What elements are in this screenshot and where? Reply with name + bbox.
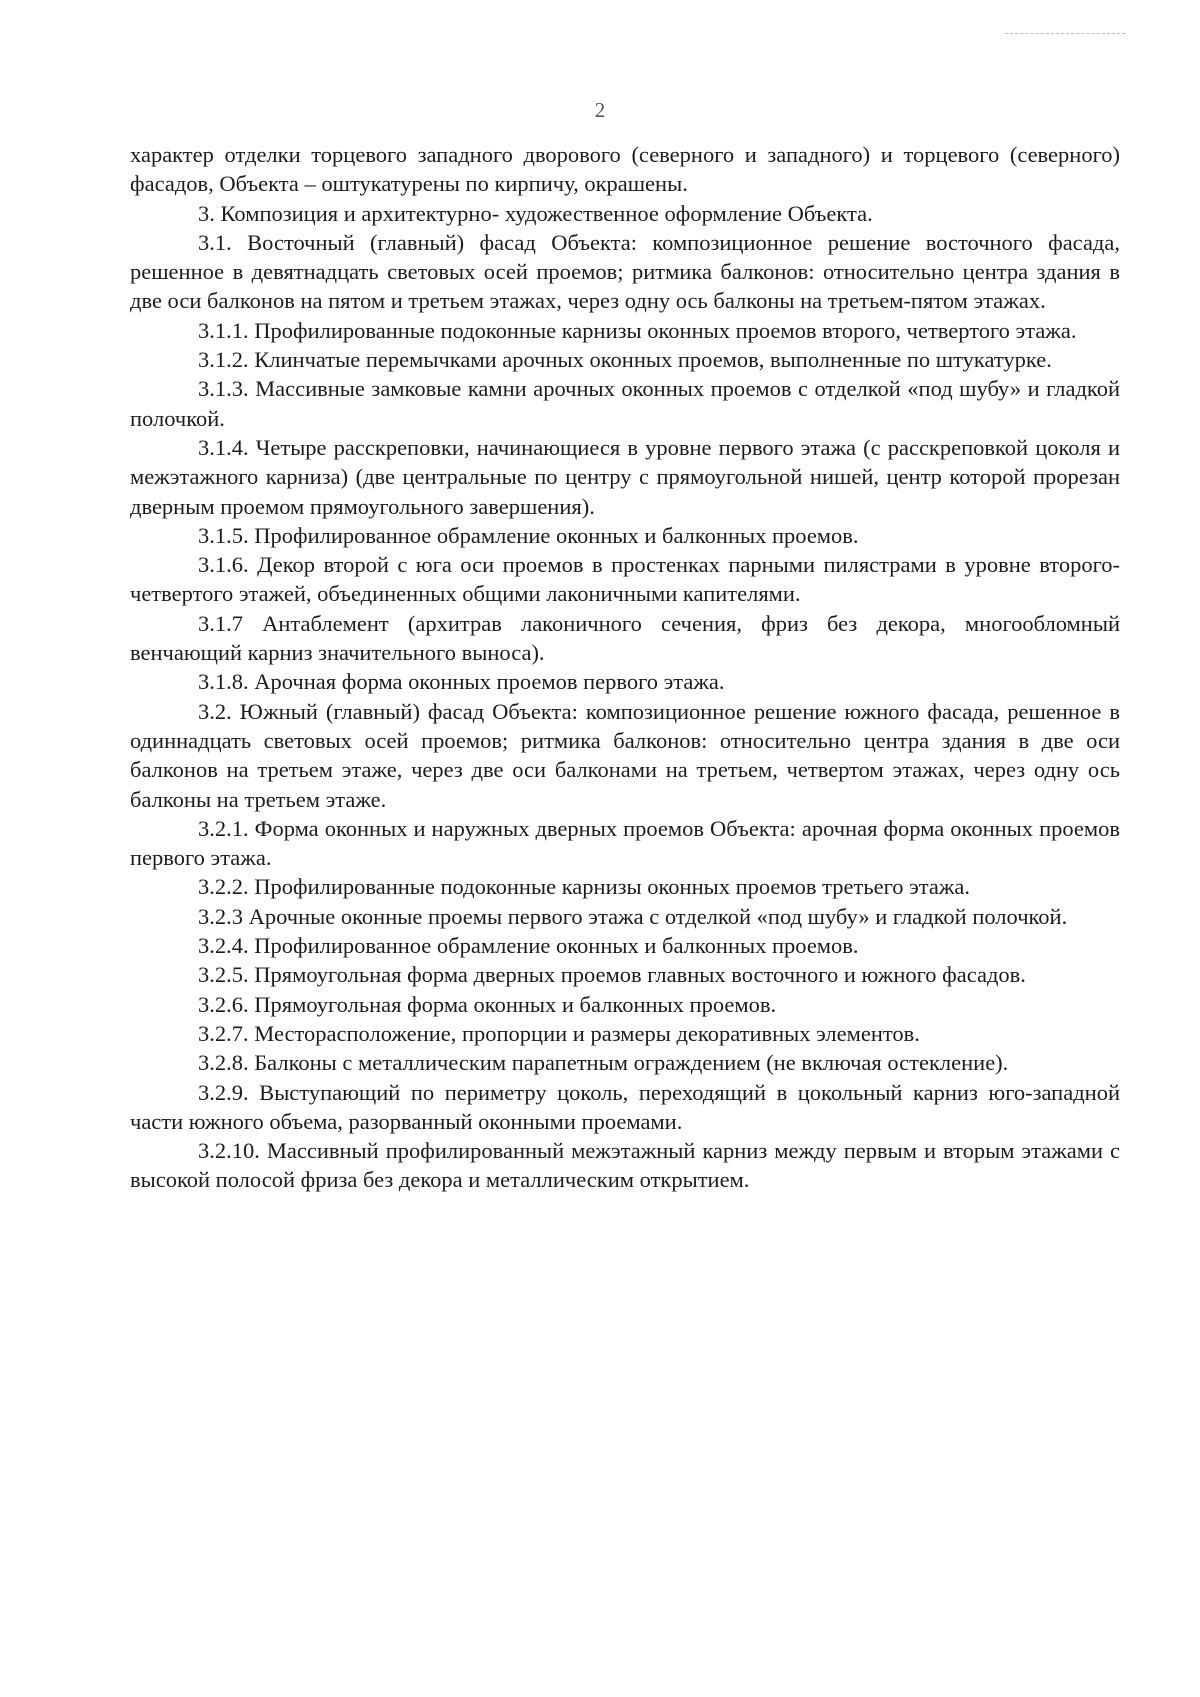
paragraph: 3.1.8. Арочная форма оконных проемов первого этажа. xyxy=(198,669,725,695)
paragraph: 3.2.8. Балконы с металлическим парапетным ограждением (не включая остекление). xyxy=(198,1050,1009,1076)
paragraph: 3.1.2. Клинчатые перемычками арочных оконных проемов, выполненные по штукатурке. xyxy=(198,347,1052,373)
paragraph: 3.2.1. Форма оконных и наружных дверных проемов Объекта: арочная форма оконных проемов первого этажа. xyxy=(130,815,1120,871)
paragraph: 3. Композиция и архитектурно- художественное оформление Объекта. xyxy=(198,200,873,226)
paragraph: 3.1.6. Декор второй с юга оси проемов в простенках парными пилястрами в уровне второго-четвертого этажей, объединенных общими лаконичными капителями. xyxy=(130,552,1120,607)
paragraph: 3.1.4. Четыре расскреповки, начинающиеся в уровне первого этажа (с расскреповкой цоколя и межэтажного карниза) (две центральные по центру с прямоугольной нишей, центр которой прорезан дверным проемом прямоугольного завершения). xyxy=(130,434,1120,519)
paragraph: характер отделки торцевого западного дворового (северного и западного) и торцевого (северного) фасадов, Объекта – оштукатурены по кирпичу, окрашены. xyxy=(130,142,1120,197)
page-number: 2 xyxy=(594,98,606,122)
paragraph: 3.1. Восточный (главный) фасад Объекта: композиционное решение восточного фасада, решенное в девятнадцать световых осей проемов; ритмика балконов: относительно центра здания в две оси балконов на пятом и третьем этажах, через одну ось балконы на третьем-пятом этажах. xyxy=(130,229,1120,314)
paragraph: 3.1.3. Массивные замковые камни арочных оконных проемов с отделкой «под шубу» и гладкой полочкой. xyxy=(130,376,1120,431)
paragraph: 3.2.9. Выступающий по периметру цоколь, переходящий в цокольный карниз юго-западной части южного объема, разорванный оконными проемами. xyxy=(130,1079,1120,1134)
paragraph: 3.2.6. Прямоугольная форма оконных и балконных проемов. xyxy=(198,991,777,1017)
paragraph: 3.2.5. Прямоугольная форма дверных проемов главных восточного и южного фасадов. xyxy=(198,962,1026,988)
paragraph: 3.2.4. Профилированное обрамление оконных и балконных проемов. xyxy=(198,933,859,959)
paragraph: 3.2. Южный (главный) фасад Объекта: композиционное решение южного фасада, решенное в одиннадцать световых осей проемов; ритмика балконов: относительно центра здания в две оси балконов на третьем этаже, через две оси балконами на третьем, четвертом этажах, через одну ось балконы на третьем этаже. xyxy=(130,698,1120,812)
paragraph: 3.1.1. Профилированные подоконные карнизы оконных проемов второго, четвертого этажа. xyxy=(198,317,1077,343)
document-body xyxy=(130,140,1120,1195)
paragraph: 3.2.2. Профилированные подоконные карнизы оконных проемов третьего этажа. xyxy=(198,874,971,900)
paragraph: 3.2.7. Месторасположение, пропорции и размеры декоративных элементов. xyxy=(198,1020,920,1046)
paragraph: 3.1.7 Антаблемент (архитрав лаконичного сечения, фриз без декора, многообломный венчающий карниз значительного выноса). xyxy=(130,610,1120,666)
paragraph: 3.2.3 Арочные оконные проемы первого этажа с отделкой «под шубу» и гладкой полочкой. xyxy=(198,903,1068,929)
paragraph: 3.2.10. Массивный профилированный межэтажный карниз между первым и вторым этажами с высокой полосой фриза без декора и металлическим открытием. xyxy=(130,1138,1120,1193)
scan-artifact-line xyxy=(1005,33,1125,34)
paragraph: 3.1.5. Профилированное обрамление оконных и балконных проемов. xyxy=(198,522,859,548)
